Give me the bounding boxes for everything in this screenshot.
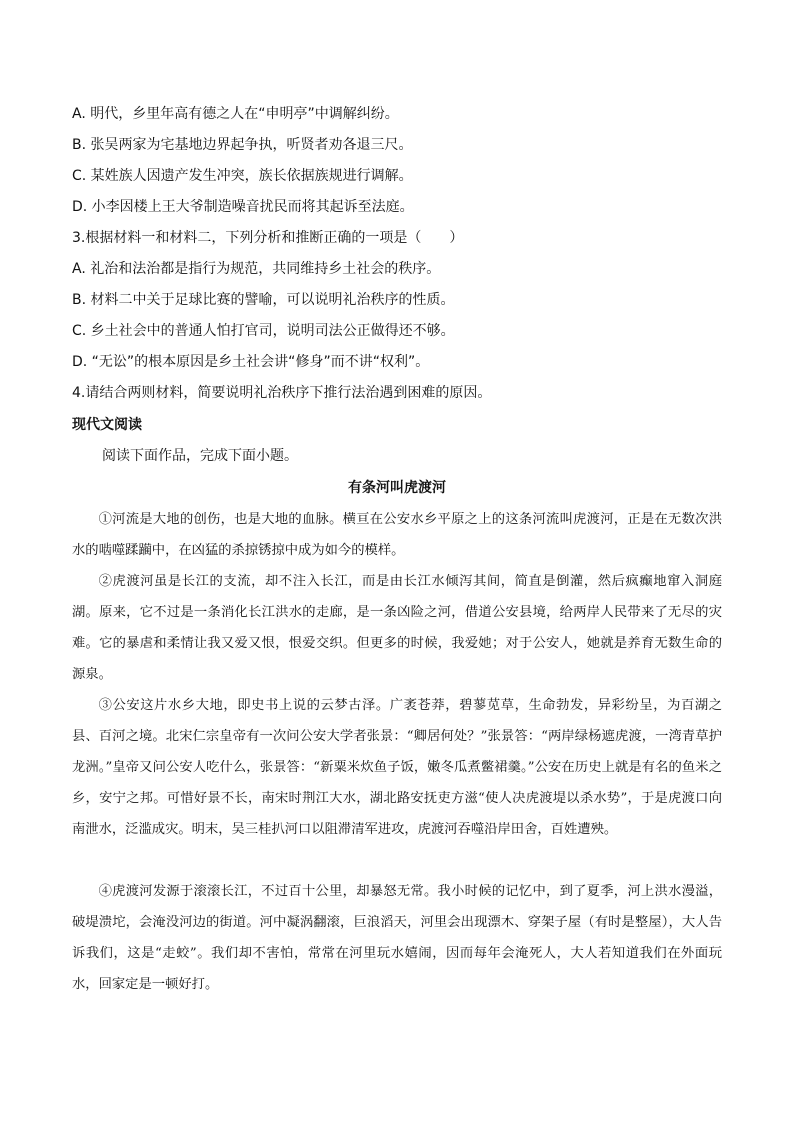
q3-option-c: C. 乡土社会中的普通人怕打官司，说明司法公正做得还不够。 bbox=[72, 323, 455, 339]
article-paragraph-3: ③公安这片水乡大地，即史书上说的云梦古泽。广袤苍莽，碧蓼苋草，生命勃发，异彩纷呈，为百湖之县、百河之境。北宋仁宗皇帝有一次问公安大学者张景：“卿居何处？”张景答：“两岸绿杨遮虎渡，一湾青草护龙洲。”皇帝又问公安人吃什么，张景答：“新粟米炊鱼子饭，嫩冬瓜煮鳖裙羹。”公安在历史上就是有名的鱼米之乡，安宁之邦。可惜好景不长，南宋时荆江大水，湖北路安抚吏方滋“使人决虎渡堤以杀水势”，于是虎渡口向南泄水，泛滥成灾。明末，吴三桂扒河口以阻滞清军进攻，虎渡河吞噬沿岸田舍，百姓遭殃。 bbox=[72, 698, 722, 837]
q2-option-b: B. 张吴两家为宅基地边界起争执，听贤者劝各退三尺。 bbox=[72, 137, 413, 153]
q3-option-d: D. “无讼”的根本原因是乡土社会讲“修身”而不讲“权利”。 bbox=[72, 354, 430, 370]
section-intro: 阅读下面作品，完成下面小题。 bbox=[102, 448, 298, 464]
q3-option-a: A. 礼治和法治都是指行为规范，共同维持乡土社会的秩序。 bbox=[72, 261, 441, 277]
section-heading: 现代文阅读 bbox=[72, 417, 142, 433]
article-paragraph-1: ①河流是大地的创伤，也是大地的血脉。横亘在公安水乡平原之上的这条河流叫虎渡河，正是在无数次洪水的啮噬蹂躏中，在凶猛的杀掠锈掠中成为如今的模样。 bbox=[72, 512, 722, 558]
q3-option-b: B. 材料二中关于足球比赛的譬喻，可以说明礼治秩序的性质。 bbox=[72, 292, 455, 308]
q2-option-c: C. 某姓族人因遗产发生冲突，族长依据族规进行调解。 bbox=[72, 168, 413, 184]
article-paragraph-2: ②虎渡河虽是长江的支流，却不注入长江，而是由长江水倾泻其间，简直是倒灌，然后疯癫地窜入洞庭湖。原来，它不过是一条消化长江洪水的走廊，是一条凶险之河，借道公安县境，给两岸人民带来了无尽的灾难。它的暴虐和柔情让我又爱又恨，恨爱交织。但更多的时候，我爱她；对于公安人，她就是养育无数生命的源泉。 bbox=[72, 574, 722, 682]
q2-option-d: D. 小李因楼上王大爷制造噪音扰民而将其起诉至法庭。 bbox=[72, 199, 414, 215]
article-paragraph-4: ④虎渡河发源于滚滚长江，不过百十公里，却暴怒无常。我小时候的记忆中，到了夏季，河上洪水漫溢，破堤溃坨，会淹没河边的街道。河中凝涡翻滚，巨浪滔天，河里会出现漂木、穿架子屋（有时是整屋），大人告诉我们，这是“走蛟”。我们却不害怕，常常在河里玩水嬉闹，因而每年会淹死人，大人若知道我们在外面玩水，回家定是一顿好打。 bbox=[72, 884, 722, 992]
q3-stem: 3.根据材料一和材料二，下列分析和推断正确的一项是（ ） bbox=[72, 230, 464, 246]
q2-option-a: A. 明代，乡里年高有德之人在“申明亭”中调解纠纷。 bbox=[72, 106, 399, 122]
q4-stem: 4.请结合两则材料，简要说明礼治秩序下推行法治遇到困难的原因。 bbox=[72, 385, 492, 401]
article-title: 有条河叫虎渡河 bbox=[348, 480, 446, 496]
